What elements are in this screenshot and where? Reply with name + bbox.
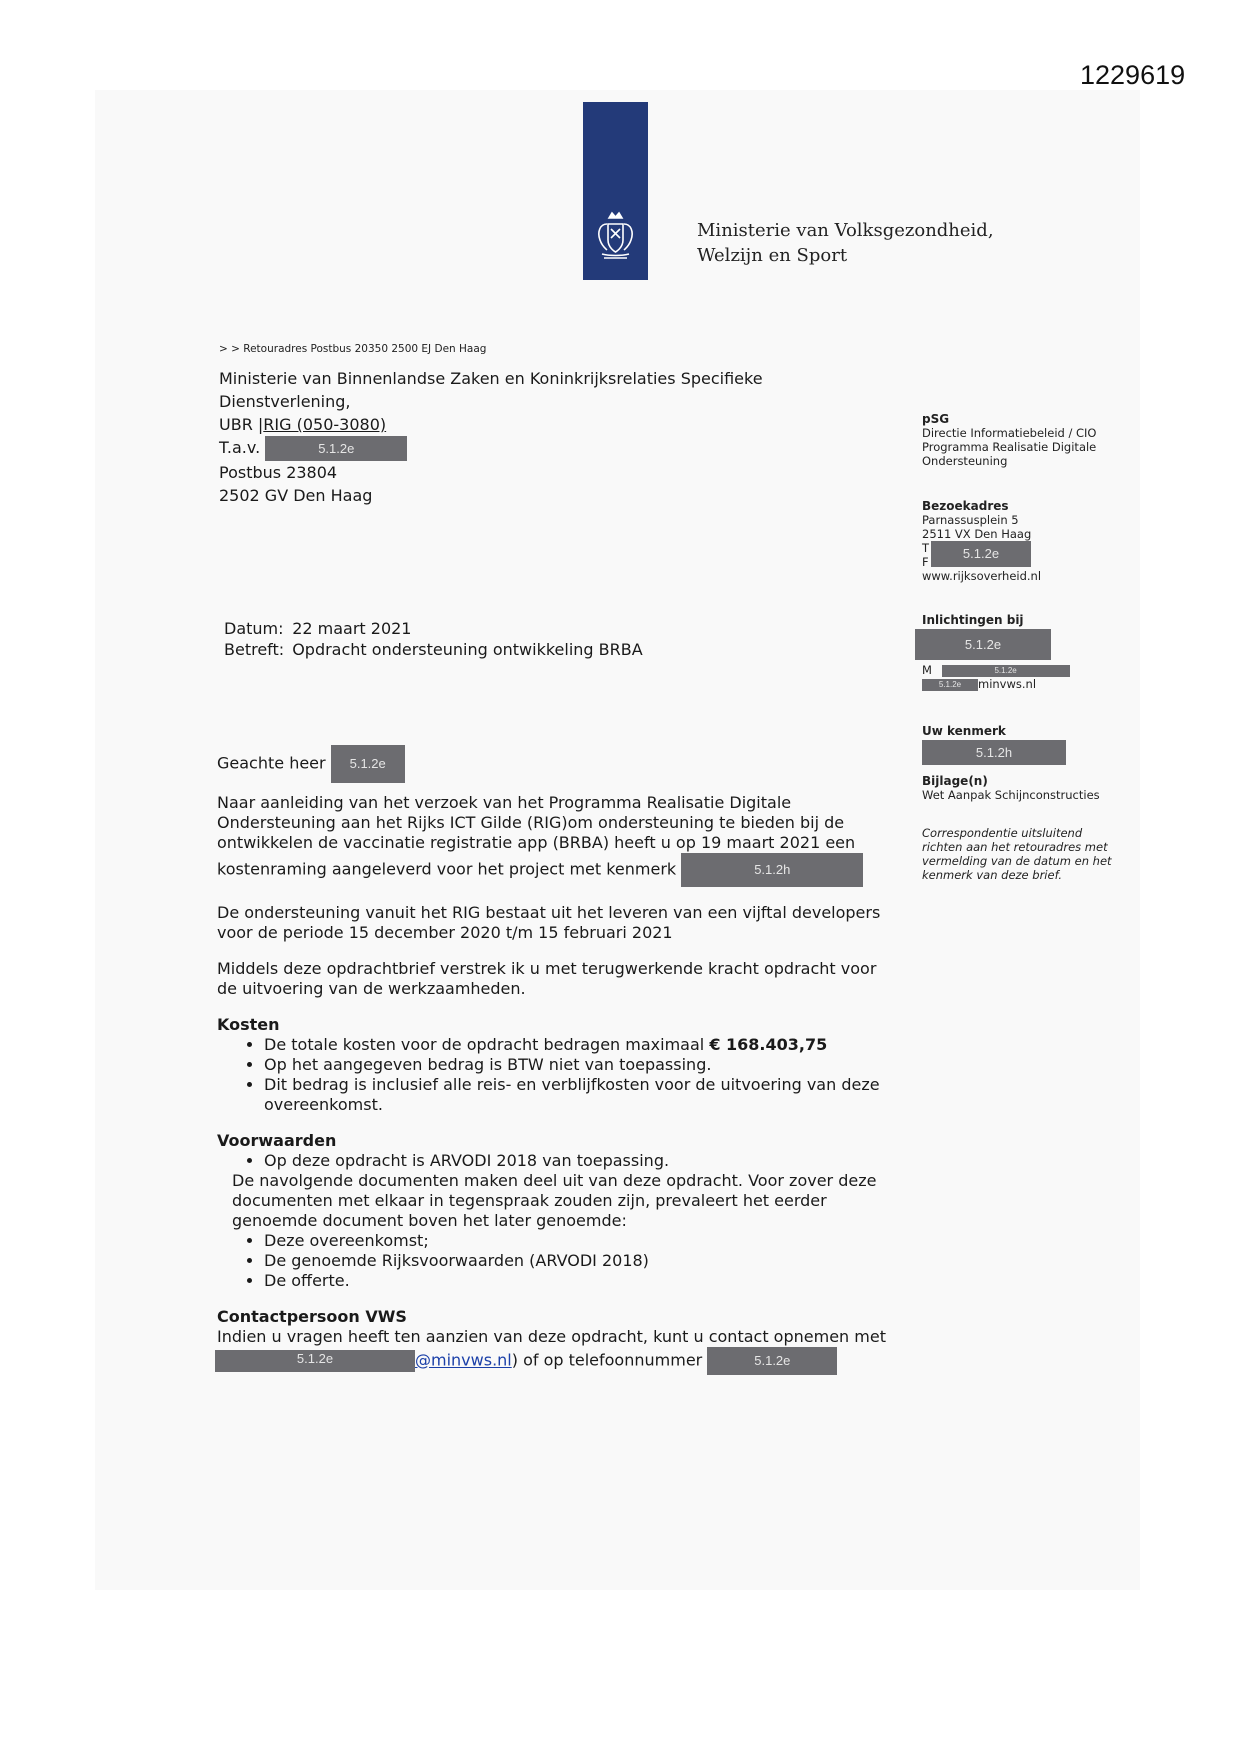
- sidebar-attach-title: Bijlage(n): [922, 774, 988, 788]
- contact-line-b: ) of op telefoonnummer: [511, 1350, 703, 1370]
- list-item: [264, 1075, 907, 1115]
- sidebar-attach-value: Wet Aanpak Schijnconstructies: [922, 788, 1100, 802]
- contact-text: [217, 1327, 907, 1375]
- recipient-line3-prefix: UBR |: [219, 415, 264, 434]
- ministry-name-line2: Welzijn en Sport: [697, 245, 848, 266]
- costs-heading: Kosten: [217, 1015, 280, 1034]
- date-label: Datum:: [224, 619, 284, 638]
- sidebar-note-line2: richten aan het retouradres met: [922, 840, 1108, 854]
- paragraph-assignment: [217, 959, 907, 999]
- recipient-line2: Dienstverlening,: [219, 392, 351, 411]
- sidebar-visit-line1: Parnassusplein 5: [922, 513, 1019, 527]
- sidebar-info-email: [922, 677, 1070, 691]
- list-item: [264, 1035, 907, 1055]
- p2-line-a: De ondersteuning vanuit het RIG bestaat uit het leveren van een vijftal developers: [217, 903, 881, 922]
- date-value: 22 maart 2021: [292, 619, 412, 638]
- letter-body: [217, 745, 907, 1375]
- p1-line-c: ontwikkelen de vaccinatie registratie app (BRBA) heeft u op 19 maart 2021 een: [217, 833, 856, 852]
- redaction-box: 5.1.2e: [265, 436, 407, 461]
- subject-label: Betreft:: [224, 640, 285, 659]
- documents-list: [217, 1231, 907, 1291]
- sidebar-visit-t-label: T: [922, 541, 930, 555]
- contact-email-link[interactable]: @minvws.nl: [415, 1350, 512, 1370]
- list-item: • De offerte.: [264, 1271, 907, 1291]
- sidebar-reference: [922, 724, 1066, 765]
- list-item: • Deze overeenkomst;: [264, 1231, 907, 1251]
- sidebar-ref-row: [922, 740, 1066, 765]
- sidebar-attachments: [922, 774, 1100, 802]
- redaction-box: 5.1.2e: [331, 745, 405, 783]
- costs-amount: € 168.403,75: [709, 1035, 828, 1054]
- sidebar-psg-line3: Ondersteuning: [922, 454, 1008, 468]
- recipient-address: [219, 367, 763, 507]
- rijksoverheid-crest-icon: [592, 210, 639, 270]
- sidebar-psg: [922, 412, 1096, 468]
- redaction-box: 5.1.2e: [922, 679, 978, 691]
- costs-list: [217, 1035, 907, 1115]
- sidebar-website[interactable]: www.rijksoverheid.nl: [922, 569, 1042, 583]
- costs-1-text: De totale kosten voor de opdracht bedragen maximaal: [264, 1035, 705, 1054]
- p2-line-b: voor de periode 15 december 2020 t/m 15 februari 2021: [217, 923, 673, 942]
- p1-line-a: Naar aanleiding van het verzoek van het Programma Realisatie Digitale: [217, 793, 792, 812]
- redaction-box: 5.1.2e: [215, 1350, 415, 1372]
- sidebar-note-line3: vermelding van de datum en het: [922, 854, 1112, 868]
- paragraph-request: [217, 793, 907, 887]
- sidebar-info-mobile: [922, 663, 1070, 677]
- p1-line-d: kostenraming aangeleverd voor het project met kenmerk: [217, 859, 677, 879]
- salutation-text: Geachte heer: [217, 753, 326, 773]
- list-item: • De genoemde Rijksvoorwaarden (ARVODI 2018): [264, 1251, 907, 1271]
- date-row: [224, 618, 651, 639]
- sidebar-correspondence-note: [922, 826, 1112, 882]
- cond-text-line-c: genoemde document boven het later genoemde:: [232, 1211, 627, 1230]
- salutation: [217, 745, 907, 783]
- document-number: 1229619: [1080, 60, 1186, 90]
- sidebar-info-m-label: M: [922, 663, 932, 677]
- redaction-box: 5.1.2e: [931, 541, 1031, 567]
- ministry-name: [697, 218, 994, 268]
- p3-line-b: de uitvoering van de werkzaamheden.: [217, 979, 526, 998]
- recipient-line6: 2502 GV Den Haag: [219, 486, 373, 505]
- conditions-heading: Voorwaarden: [217, 1131, 337, 1150]
- letter-meta: [224, 618, 651, 660]
- sidebar-visit-address: [922, 499, 1041, 583]
- list-item: • Op deze opdracht is ARVODI 2018 van toepassing.: [264, 1151, 907, 1171]
- sidebar-info-email-domain: minvws.nl: [978, 677, 1037, 691]
- contact-heading: Contactpersoon VWS: [217, 1307, 407, 1326]
- conditions-text: [217, 1171, 907, 1231]
- sidebar-info-redaction-row: [915, 629, 1070, 660]
- recipient-line3: [219, 413, 763, 436]
- contact-line-a: Indien u vragen heeft ten aanzien van deze opdracht, kunt u contact opnemen met: [217, 1327, 886, 1346]
- sidebar-psg-line2: Programma Realisatie Digitale: [922, 440, 1097, 454]
- recipient-line3-code: RIG (050-3080): [263, 415, 387, 434]
- cond-text-line-a: De navolgende documenten maken deel uit van deze opdracht. Voor zover deze: [232, 1171, 877, 1190]
- sidebar-note-line4: kenmerk van deze brief.: [922, 868, 1063, 882]
- subject-value: Opdracht ondersteuning ontwikkeling BRBA: [292, 640, 643, 659]
- list-item: • Op het aangegeven bedrag is BTW niet van toepassing.: [264, 1055, 907, 1075]
- redaction-box: 5.1.2h: [681, 853, 863, 887]
- redaction-box: 5.1.2e: [915, 629, 1051, 660]
- sidebar-ref-title: Uw kenmerk: [922, 724, 1006, 738]
- redaction-box: 5.1.2e: [942, 665, 1070, 677]
- sidebar-visit-title: Bezoekadres: [922, 499, 1009, 513]
- ministry-name-line1: Ministerie van Volksgezondheid,: [697, 220, 994, 241]
- redaction-box: 5.1.2e: [707, 1347, 837, 1375]
- recipient-attn-label: T.a.v.: [219, 438, 261, 457]
- sidebar-note-line1: Correspondentie uitsluitend: [922, 826, 1083, 840]
- sidebar-visit-phone: [922, 541, 1041, 569]
- sidebar-visit-line2: 2511 VX Den Haag: [922, 527, 1032, 541]
- p1-line-b: Ondersteuning aan het Rijks ICT Gilde (RIG)om ondersteuning te bieden bij de: [217, 813, 845, 832]
- sidebar-psg-title: pSG: [922, 412, 950, 426]
- p3-line-a: Middels deze opdrachtbrief verstrek ik u met terugwerkende kracht opdracht voor: [217, 959, 877, 978]
- recipient-line1: Ministerie van Binnenlandse Zaken en Koninkrijksrelaties Specifieke: [219, 369, 763, 388]
- conditions-list: [217, 1151, 907, 1171]
- costs-3-line-a: Dit bedrag is inclusief alle reis- en verblijfkosten voor de uitvoering van deze: [264, 1075, 880, 1094]
- sidebar-psg-line1: Directie Informatiebeleid / CIO: [922, 426, 1097, 440]
- recipient-line4: [219, 436, 763, 461]
- sidebar-contact-info: [922, 613, 1070, 691]
- paragraph-support: [217, 903, 907, 943]
- sidebar-visit-f-label: F: [922, 555, 929, 569]
- sidebar-info-title: Inlichtingen bij: [922, 613, 1024, 627]
- return-address: > > Retouradres Postbus 20350 2500 EJ Den Haag: [219, 343, 487, 355]
- costs-3-line-b: overeenkomst.: [264, 1095, 383, 1114]
- recipient-line5: Postbus 23804: [219, 463, 338, 482]
- subject-row: [224, 639, 651, 660]
- cond-text-line-b: documenten met elkaar in tegenspraak zouden zijn, prevaleert het eerder: [232, 1191, 827, 1210]
- redaction-box: 5.1.2h: [922, 740, 1066, 765]
